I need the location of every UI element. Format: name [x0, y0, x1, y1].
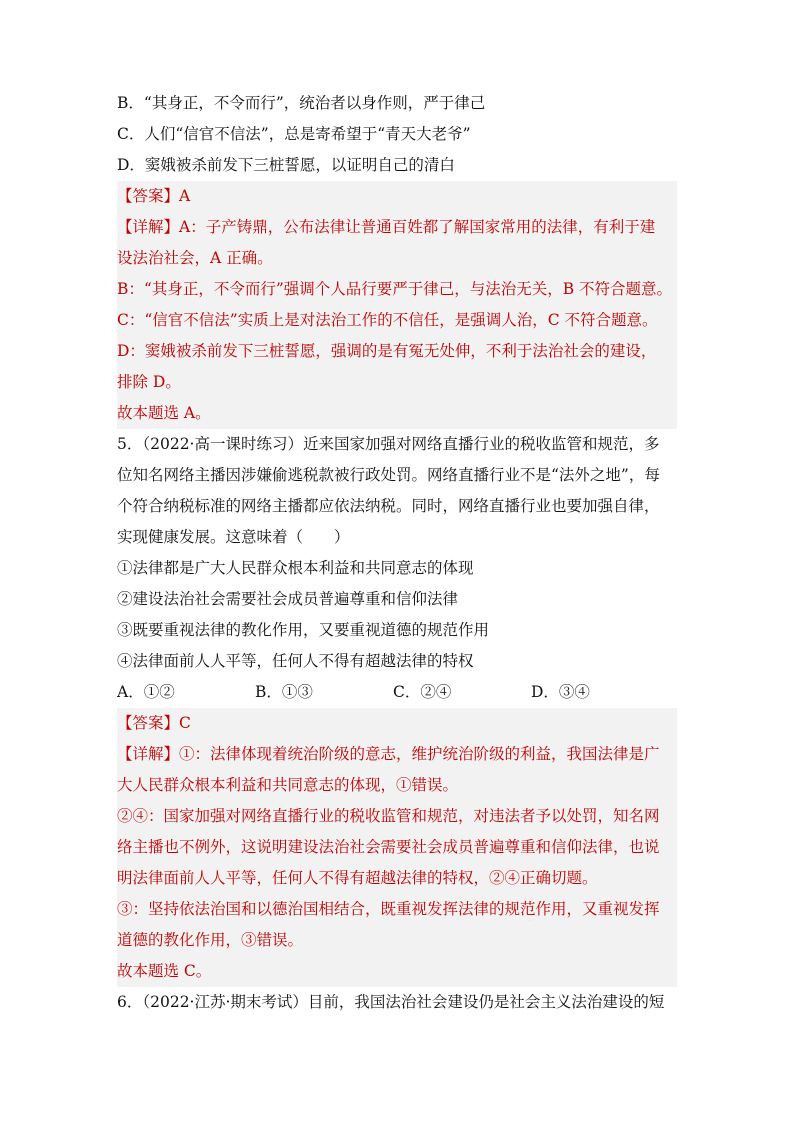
q5-explain-line: ②④：国家加强对网络直播行业的税收监管和规范，对违法者予以处罚，知名网 [117, 801, 677, 832]
q5-stem-line: 5．（2022·高一课时练习）近来国家加强对网络直播行业的税收监管和规范，多 [117, 435, 660, 453]
q5-item-3: ③既要重视法律的教化作用，又要重视道德的规范作用 [117, 621, 490, 639]
q4-explain-line: B：“其身正，不令而行”强调个人品行要严于律己，与法治无关，B 不符合题意。 [117, 274, 677, 305]
q5-explain-line: 故本题选 C。 [117, 956, 677, 987]
q5-explain-line: 明法律面前人人平等，任何人不得有超越法律的特权，②④正确切题。 [117, 863, 677, 894]
q6-stem: 6．（2022·江苏·期末考试）目前，我国法治社会建设仍是社会主义法治建设的短 [117, 993, 665, 1011]
q4-explain-line: 排除 D。 [117, 367, 677, 398]
q5-choice-b: B．①③ [255, 683, 313, 701]
q4-option-c: C．人们“信官不信法”，总是寄希望于“青天大老爷” [117, 125, 471, 143]
q5-explain-line: ③：坚持依法治国和以德治国相结合，既重视发挥法律的规范作用，又重视发挥 [117, 894, 677, 925]
q5-item-2: ②建设法治社会需要社会成员普遍尊重和信仰法律 [117, 590, 459, 608]
q5-explain-line: 大人民群众根本利益和共同意志的体现，①错误。 [117, 770, 677, 801]
q5-choice-a: A．①② [117, 683, 175, 701]
q5-stem-line: 实现健康发展。这意味着（ ） [117, 528, 350, 546]
q4-option-d: D．窦娥被杀前发下三桩誓愿，以证明自己的清白 [117, 156, 455, 174]
q4-answer-block [117, 181, 677, 429]
q5-choice-d: D．③④ [531, 683, 590, 701]
q5-explain-line: 络主播也不例外，这说明建设法治社会需要社会成员普遍尊重和信仰法律，也说 [117, 832, 677, 863]
q5-item-1: ①法律都是广大人民群众根本利益和共同意志的体现 [117, 559, 474, 577]
q4-explain-line: 设法治社会，A 正确。 [117, 243, 677, 274]
q5-stem-line: 位知名网络主播因涉嫌偷逃税款被行政处罚。网络直播行业不是“法外之地”，每 [117, 466, 660, 484]
q5-answer: 【答案】C [117, 708, 677, 739]
q4-answer: 【答案】A [117, 181, 677, 212]
q4-explain-line: C：“信官不信法”实质上是对法治工作的不信任，是强调人治，C 不符合题意。 [117, 305, 677, 336]
q5-choice-c: C．②④ [393, 683, 452, 701]
q5-choices [117, 677, 677, 708]
q5-explain-line: 道德的教化作用，③错误。 [117, 925, 677, 956]
q4-option-b: B．“其身正，不令而行”，统治者以身作则，严于律己 [117, 94, 486, 112]
q4-explain-line: 【详解】A：子产铸鼎，公布法律让普通百姓都了解国家常用的法律，有利于建 [117, 212, 677, 243]
q5-answer-block [117, 708, 677, 987]
q4-explain-line: D：窦娥被杀前发下三桩誓愿，强调的是有冤无处伸，不利于法治社会的建设， [117, 336, 677, 367]
q5-explain-line: 【详解】①：法律体现着统治阶级的意志，维护统治阶级的利益，我国法律是广 [117, 739, 677, 770]
document-page [117, 88, 677, 1018]
q4-explain-line: 故本题选 A。 [117, 398, 677, 429]
q5-item-4: ④法律面前人人平等，任何人不得有超越法律的特权 [117, 652, 474, 670]
q5-stem-line: 个符合纳税标准的网络主播都应依法纳税。同时，网络直播行业也要加强自律， [117, 497, 660, 515]
